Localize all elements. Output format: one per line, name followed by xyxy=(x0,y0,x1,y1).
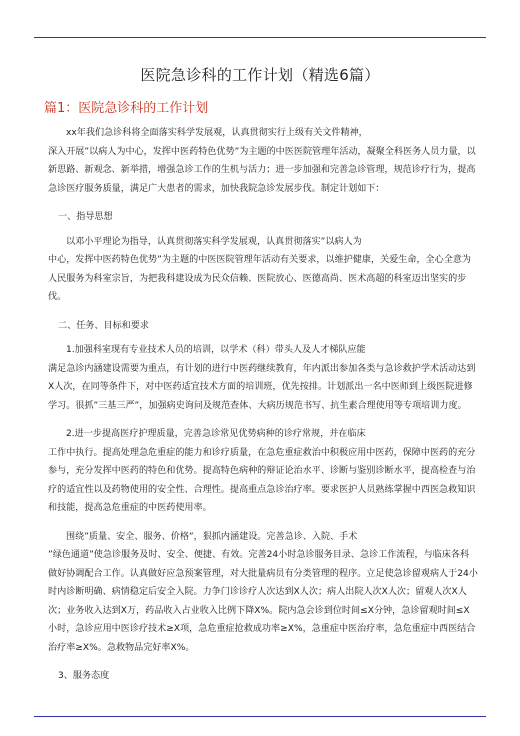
subsection-heading: 二、任务、目标和要求 xyxy=(58,320,149,331)
document-title: 医院急诊科的工作计划（精选6篇） xyxy=(140,66,380,84)
body-paragraph: 满足急诊内涵建设需要为重点，有计划的进行中医药继续教育，年内派出参加各类与急诊救护学术活动达到X人次，在同等条件下，对中医药适宜技术方面的培训班，优先按排。计划派出一名中医师到上级医院进修学习。很抓”三基三严”，加强病史询问及规范查体、大病历规范书写、抗生素合理使用等专项培训力度。 xyxy=(48,363,476,411)
body-paragraph: xx年我们急诊科将全面落实科学发展观，认真贯彻实行上级有关文件精神， xyxy=(66,128,368,138)
body-paragraph: 以邓小平理论为指导，认真贯彻落实科学发展观，认真贯彻落实”以病人为 xyxy=(66,236,362,247)
document-body xyxy=(48,124,478,686)
body-paragraph: 围绕”质量、安全、服务、价格”，狠抓内涵建设。完善急诊、入院、手术 xyxy=(66,531,358,542)
subsection-heading: 一、指导思想 xyxy=(58,212,113,222)
body-paragraph: 2.进一步提高医疗护理质量，完善急诊常见优势病种的诊疗常规，并在临床 xyxy=(66,429,366,439)
body-paragraph: 1.加强科室现有专业技术人员的培训，以学术（科）带头人及人才梯队应能 xyxy=(66,345,366,355)
header-rule xyxy=(34,37,486,38)
section-heading: 篇1：医院急诊科的工作计划 xyxy=(44,101,209,116)
body-paragraph: 深入开展”以病人为中心，发挥中医药特色优势”为主题的中医医院管理年活动，凝聚全科医务人员力量，以新思路、新观念、新举措，增强急诊工作的生机与活力；进一步加强和完善急诊管理，规范诊疗行为，提高急诊医疗服务质量，满足广大患者的需求，加快我院急诊发展步伐。制定计划如下： xyxy=(48,146,476,194)
body-paragraph: 中心，发挥中医药特色优势”为主题的中医医院管理年活动有关要求，以维护健康，关爱生命，全心全意为人民服务为科室宗旨，为把我科建设成为民众信赖、医院放心、医德高尚、医术高超的科室迈出坚实的步伐。 xyxy=(48,255,472,302)
footer-rule xyxy=(34,716,486,717)
subsection-heading: 3、服务态度 xyxy=(58,671,110,681)
body-paragraph: 工作中执行。提高处理急危重症的能力和诊疗质量，在急危重症救治中积极应用中医药，保障中医药的充分参与，充分发挥中医药的特色和优势。提高特色病种的辩证论治水平、诊断与鉴别诊断水平，提高检查与治疗的适宜性以及药物使用的安全性、合理性。提高重点急诊治疗率。要求医护人员熟练掌握中西医急救知识和技能，提高急危重症的中医药使用率。 xyxy=(48,447,476,513)
body-paragraph: ”绿色通道”使急诊服务及时、安全、便捷、有效。完善24小时急诊服务目录、急诊工作流程，与临床各科做好协调配合工作。认真做好应急预案管理，对大批量病员有分类管理的程序。立足使急诊留观病人于24小时内诊断明确、病情稳定后安全入院。力争门诊诊疗人次达到X人次；病人出院人次X人次；留观人次X人次；业务收入达到X万，药品收入占业收入比例下降X%。院内急会诊到位时间≤X分钟，急诊留观时间≤X小时，急诊应用中医诊疗技术≥X项，急危重症抢救成功率≥X%，急重症中医治疗率，急危重症中西医结合治疗率≥X%。急救物品完好率X%。 xyxy=(48,550,478,653)
